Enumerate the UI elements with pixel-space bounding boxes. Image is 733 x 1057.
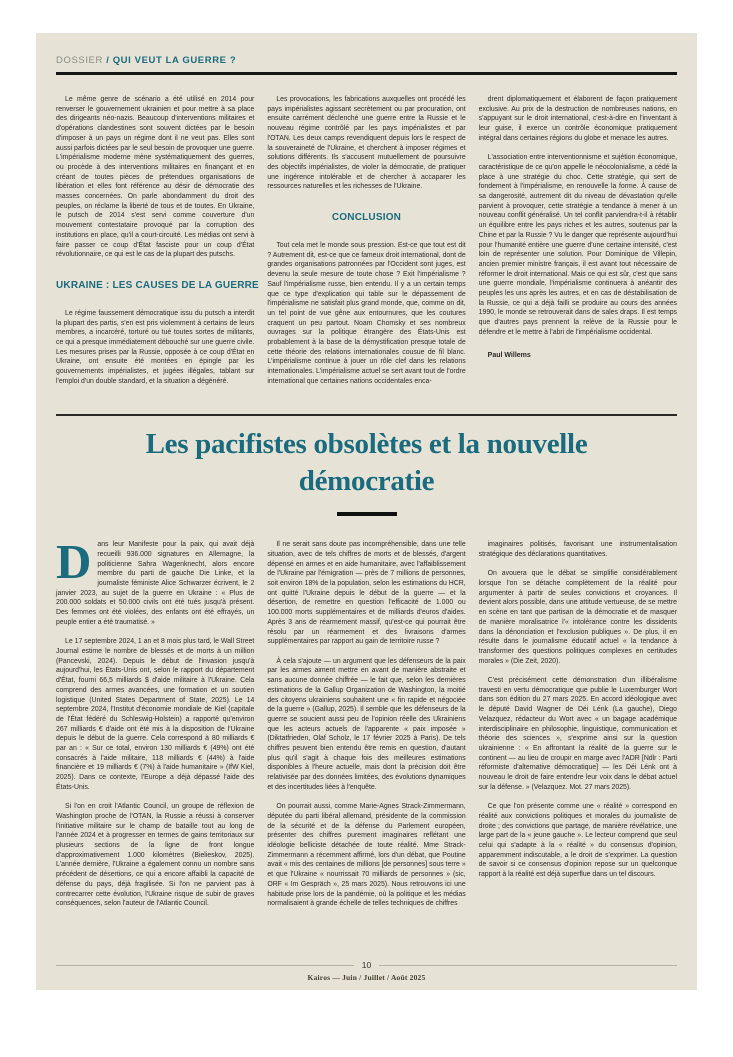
article1-column-3 — [479, 95, 677, 396]
paragraph-with-dropcap — [56, 534, 255, 627]
magazine-page — [36, 33, 697, 990]
kicker-title: / QUI VEUT LA GUERRE ? — [106, 55, 237, 66]
headline-divider-bar — [337, 512, 397, 516]
article2-headline: Les pacifistes obsolètes et la nouvelle démocratie — [145, 428, 588, 498]
paragraph: Tout cela met le monde sous pression. Est-ce que tout est dit ? Autrement dit, est-ce que ce fameux droit international, dont de grandes organisations patronnées par l'Occident sont juges, est devenu la seule mesure de toute chose ? Exit l'impérialisme ? Sauf l'impérialisme russe, bien entendu. Il y a un certain temps que ce type d'explication qui table sur le dépassement de l'impérialisme ne satisfait plus grand monde, que, comme on dit, un tel point de vue gêne aux entournures, que les coutures craquent un peu partout. Noam Chomsky et ses nombreux ouvrages sur la politique étrangère des États-Unis est probablement à la base de la démystification presque totale de cette théorie des relations internationales cousue de fil blanc. L'impérialisme continue à jouer un rôle clef dans les relations internationales. L'impérialisme actuel se sert avant tout de l'ordre international que certaines nations occidentales enca- — [267, 242, 466, 385]
headline-top-rule — [56, 414, 677, 416]
paragraph: Le régime faussement démocratique issu du putsch a interdit la plupart des partis, s'en est pris violemment à certains de leurs membres, a incarcéré, torturé ou tué toutes sortes de militants, ce qui a presque immédiatement débouché sur une guerre civile. Les mesures prises par la Russie, opposée à ce coup d'État en Ukraine, ont ensuite été montées en épingle par les gouvernements impérialistes, et jugées illégales, tablant sur l'emploi d'un double standard, et la situation a dégénéré. — [56, 309, 255, 385]
paragraph: C'est précisément cette démonstration d'un illibéralisme travesti en vertu démocratique que publie le Luxemburger Wort dans son édition du 27 mars 2025. En accord idéologique avec le député David Wagner de Déi Lénk (La gauche), Diego Velazquez, rédacteur du Wort avec « un bagage académique interdisciplinaire en philosophie, linguistique, communication et théorie des sciences », s'exprime ainsi sur la question ukrainienne : « En affrontant la réalité de la guerre sur le continent — au lieu de croupir en marge avec l'ADR [Ndlr : Parti réformiste d'alternative démocratique] — les Déi Lénk ont à nouveau le droit de faire entendre leur voix dans le débat actuel sur la défense. » (Velazquez. Mot. 27 mars 2025). — [478, 677, 677, 791]
header-rule — [56, 72, 677, 75]
drop-cap: D — [56, 534, 92, 590]
paragraph: On pourrait aussi, comme Marie-Agnes Strack-Zimmermann, députée du parti libéral allemand, présidente de la commission de la sécurité et de la défense du Parlement européen, présenter des chiffres purement imaginaires reflétant une idéologie belliciste détachée de toute réalité. Mme Strack-Zimmermann a récemment affirmé, lors d'un débat, que Poutine avait « mis des centaines de millions [de personnes] sous terre » et que l'Ukraine « nourrissait 70 milliards de personnes » (sic, ORF « Im Gespräch », 25 mars 2025). Nous retrouvons ici une habitude prise lors de la pandémie, où la politique et les médias normalisaient à grande échelle de telles techniques de chiffres — [267, 803, 466, 908]
article1-column-1 — [56, 95, 259, 396]
paragraph: Le même genre de scénario a été utilisé en 2014 pour renverser le gouvernement ukrainien et pour mettre à sa place des dirigeants néo-nazis. Beaucoup d'interventions militaires et d'opérations clandestines sont souvent dictées par le besoin d'imposer à un pays un régime dont il ne veut pas. Elles sont aussi parfois dictées par le seul besoin de provoquer une guerre. L'impérialisme moderne mène systématiquement des guerres, ou procède à des interventions militaires en finançant et en créant de toutes pièces de prétendues organisations de libération et elles font référence au désir de démocratie des masses concernées. On parle abondamment du droit des peuples, on réclame la liberté de tous et de toutes. En Ukraine, le putsch de 2014 s'est servi comme couverture d'un mouvement contestataire provoqué par la corruption des institutions en place, qu'il a court-circuité. Les médias ont servi à faire passer ce coup d'État fasciste pour un coup d'État révolutionnaire, ce qui est le cas de la plupart des putschs. — [56, 96, 255, 259]
article2 — [56, 534, 677, 918]
paragraph: Le 17 septembre 2024, 1 an et 8 mois plus tard, le Wall Street Journal estime le nombre de blessés et de morts à un million (Pancevski, 2024). Depuis le début de l'invasion jusqu'à aujourd'hui, les États-Unis ont, selon le rapport du département d'État, fourni 66,5 milliards $ d'aide militaire à l'Ukraine. Cela comprend des armes avancées, une formation et un soutien logistique (United States Department of State, 2025). Le 14 septembre 2024, l'Institut d'économie mondiale de Kiel (capitale de l'État fédéré du Schleswig-Holstein) a rapporté qu'environ 267 milliards € d'aide ont été mis à la disposition de l'Ukraine depuis le début de la guerre. Cela correspond à 80 milliards € par an : « Sur ce total, environ 130 milliards € (49%) ont été consacrés à l'aide militaire, 118 milliards € (44%) à l'aide financière et 19 milliards € (7%) à l'aide humanitaire » (IfW Kiel, 2025). Dans ce contexte, l'Europe a déjà dépassé l'aide des États-Unis. — [56, 638, 255, 791]
article1 — [56, 95, 677, 396]
article2-column-3 — [479, 540, 677, 918]
paragraph: Les provocations, les fabrications auxquelles ont procédé les pays impérialistes agissant secrètement ou par procuration, ont ensuite carrément déclenché une guerre entre la Russie et le nouveau régime contrôlé par les pays impérialistes et par l'OTAN. Les deux camps revendiquent depuis lors le respect de la souveraineté de l'Ukraine, et cherchent à imposer régimes et solutions différents. Ils s'accusent mutuellement de poursuivre des objectifs impérialistes, de violer la démocratie, de pratiquer une ingérence intolérable et de chercher à accaparer les ressources naturelles et les richesses de l'Ukraine. — [267, 96, 466, 191]
article1-column-2 — [267, 95, 465, 396]
paragraph: imaginaires politisés, favorisant une instrumentalisation stratégique des déclarations quantitatives. — [478, 541, 677, 558]
author-signature: Paul Willems — [487, 351, 531, 359]
paragraph: L'association entre interventionnisme et sujétion économique, caractéristique de ce qu'on appelle le néocolonialisme, a cédé la place à une stratégie du choc. Cette stratégie, qui sert de fondement à l'impérialisme, en renouvelle la forme. À cause de sa dangerosité, autrement dit du niveau de dévastation qu'elle parvient à provoquer, cette stratégie a tendance à mener à un nouveau conflit généralisé. Un tel conflit parviendra-t-il à rétablir un équilibre entre les pays riches et les autres, soutenus par la Chine et par la Russie ? Vu le danger que représente aujourd'hui pour l'humanité entière une guerre d'une certaine intensité, c'est loin de représenter une solution. Pour Dominique de Villepin, ancien premier ministre français, il est avant tout nécessaire de réformer le droit international. Mais ce qui est sûr, c'est que sans une guerre mondiale, l'impérialisme continuera à anéantir des peuples les uns après les autres, et en cas de déstabilisation de la Russie, ce qui a déjà failli se produire au cours des années 1990, le monde se retrouverait dans de sales draps. Il est temps que d'autres pays prennent la relève de la Russie pour le défendre et le mettre à l'abri de l'impérialisme occidental. — [478, 154, 677, 336]
kicker-label: DOSSIER — [56, 55, 103, 66]
section-kicker — [56, 55, 677, 66]
paragraph-text: ans leur Manifeste pour la paix, qui avait déjà recueilli 936.000 signatures en Allemagne, la politicienne Sahra Wagenknecht, alors encore membre du parti de gauche Die Linke, et la journaliste féministe Alice Schwarzer écrivent, le 2 janvier 2023, au sujet de la guerre en Ukraine : « Plus de 200.000 soldats et 50.000 civils ont été tués jusqu'à présent. Des femmes ont été violées, des enfants ont été effrayés, un peuple entier a été traumatisé. » — [56, 541, 255, 626]
article2-column-1 — [56, 534, 255, 918]
article1-heading-ukraine: UKRAINE : LES CAUSES DE LA GUERRE — [56, 279, 259, 291]
paragraph: Il ne serait sans doute pas incompréhensible, dans une telle situation, avec de tels chiffres de morts et de blessés, d'argent dépensé en armes et en aide humanitaire, avec l'affaiblissement de l'Ukraine par l'émigration — près de 7 millions de personnes, soit environ 18% de la population, selon les estimations du HCR, ont quitté l'Ukraine depuis le début de la guerre — et la désertion, de remettre en question l'efficacité de 1.000 ou 100.000 morts supplémentaires et de milliards d'euros d'aides. Après 3 ans de réarmement massif, qu'est-ce qui pourrait être résolu par un réarmement et des livraisons d'armes supplémentaires par rapport au gain de territoire russe ? — [267, 541, 466, 646]
page-number: 10 — [361, 960, 372, 970]
footer-rule-right — [379, 965, 677, 966]
paragraph: Si l'on en croit l'Atlantic Council, un groupe de réflexion de Washington proche de l'OTAN, la Russie a réussi à conserver l'initiative militaire sur le champ de bataille tout au long de l'année 2024 et à progresser en termes de gains territoriaux sur plusieurs sections de la ligne de front longue d'approximativement 1.000 kilomètres (Bielieskov, 2025). L'année dernière, l'Ukraine a également connu un nombre sans précédent de désertions, ce qui a encore affaibli la capacité de défense du pays, déjà fragilisée. Si l'on ne parvient pas à contrecarrer cette évolution, l'Ukraine risque de subir de graves conséquences, selon l'auteur de l'Atlantic Council. — [56, 803, 255, 908]
article2-column-2 — [267, 540, 465, 918]
journal-issue-line: Kairos — Juin / Juillet / Août 2025 — [307, 973, 426, 982]
paragraph: drent diplomatiquement et élaborent de façon pratiquement exclusive. Au prix de la destruction de nombreuses nations, en s'appuyant sur le droit international, c'est-à-dire en l'inventant à leur guise, il exerce un contrôle économique pratiquement intégral dans certaines régions du globe et menace les autres. — [478, 96, 677, 142]
paragraph: À cela s'ajoute — un argument que les défenseurs de la paix par les armes aiment mettre en avant de manière abstraite et sans aucune donnée chiffrée — le fait que, selon les dernières estimations de la Gallup Organization de Washington, la moitié des citoyens ukrainiens souhaitent une « fin rapide et négociée de la guerre » (Gallup, 2025). Il semble que les défenseurs de la guerre se soucient aussi peu de l'opinion réelle des Ukrainiens que les acteurs actuels de l'apparente « paix imposée » (Diktatfrieden, Olaf Scholz, le 17 février 2025 à Paris). De tels chiffres peuvent bien entendu être remis en question, d'autant plus qu'il s'agit à chaque fois des meilleures estimations disponibles à l'heure actuelle, mais dont la précision doit être relativisée par des données limitées, des évolutions dynamiques et des incertitudes liées à l'enquête. — [267, 657, 466, 791]
page-footer — [56, 960, 677, 982]
article1-heading-conclusion: CONCLUSION — [331, 212, 402, 224]
paragraph: Ce que l'on présente comme une « réalité » correspond en réalité aux convictions politiques et morales du journaliste de droite ; des convictions que partage, de manière révélatrice, une large part de la « jeune gauche ». Le lecteur comprend que seul celui qui s'adapte à la « réalité » du consensus d'opinion, apparemment indiscutable, a le droit de s'exprimer. La question de savoir si ce consensus d'opinion repose sur un quelconque rapport à la réalité est déjà superflue dans un tel discours. — [478, 803, 677, 879]
footer-rule-left — [56, 965, 354, 966]
page-number-row — [56, 960, 677, 970]
paragraph: On avouera que le débat se simplifie considérablement lorsque l'on se détache complètement de la réalité pour argumenter à partir de seules convictions et croyances. Il devient alors possible, dans une attitude vertueuse, de se mettre en scène en tant que partisan de la démocratie et de masquer de manière moralisatrice l'« intolérance contre les dissidents dans la dénonciation et l'exclusion publiques ». De plus, il en résulte dans le journalisme éducatif actuel « la tendance à transformer des questions politiques complexes en certitudes morales » (Die Zeit, 2020). — [478, 570, 677, 665]
